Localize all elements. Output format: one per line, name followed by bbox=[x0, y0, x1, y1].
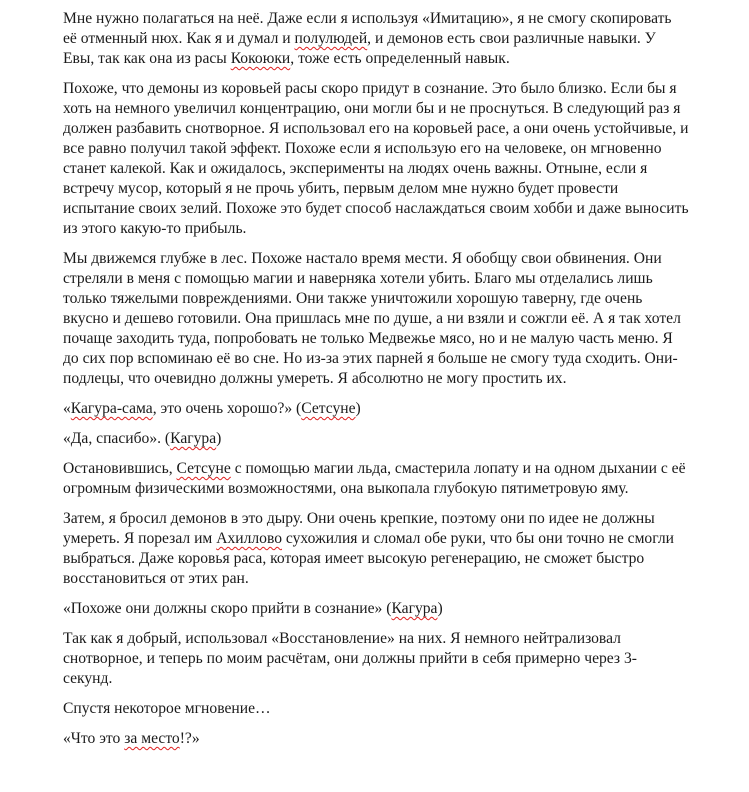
spellcheck-flagged-word: полулюдей bbox=[294, 30, 368, 47]
spellcheck-flagged-word: Сетсуне bbox=[176, 460, 231, 477]
text-run: «Что это bbox=[63, 730, 125, 747]
text-run: «Да, спасибо». ( bbox=[63, 430, 171, 447]
text-run: , и демонов есть свои различные навыки. У Евы, так как она из расы bbox=[63, 30, 656, 67]
text-run: «Похоже они должны скоро прийти в сознание» ( bbox=[63, 600, 392, 617]
text-run: ) bbox=[437, 600, 443, 617]
paragraph-p10 bbox=[63, 699, 731, 719]
paragraph-p11 bbox=[63, 729, 731, 749]
text-run: Мы движемся глубже в лес. Похоже настало время мести. Я обобщу свои обвинения. Они стреляли в меня с помощью магии и наверняка хотели убить. Благо мы отделались лишь только тяжелыми повреждениями. Они также уничтожили хорошую таверну, где очень вкусно и дешево готовили. Она пришлась мне по душе, а ни взяли и сожгли её. А я так хотел почаще заходить туда, попробовать не только Медвежье мясо, но и не малую часть меню. Я до сих пор вспоминаю её во сне. Но из-за этих парней я больше не смогу туда сходить. Они- подлецы, что очевидно должны умереть. Я абсолютно не могу простить их. bbox=[63, 250, 681, 387]
spellcheck-flagged-word: за место bbox=[124, 730, 180, 747]
text-run: « bbox=[63, 400, 71, 417]
text-run: Затем, я бросил демонов в это дыру. Они очень крепкие, поэтому они по идее не должны умереть. Я порезал им bbox=[63, 510, 655, 547]
text-run: сухожилия и сломал обе руки, что бы они точно не смогли выбраться. Даже коровья раса, которая имеет высокую регенерацию, не сможет быстро восстановиться от этих ран. bbox=[63, 530, 674, 587]
paragraph-p3 bbox=[63, 249, 731, 389]
spellcheck-flagged-word: Кагура-сама bbox=[70, 400, 153, 417]
text-run: Остановившись, bbox=[63, 460, 177, 477]
paragraph-p2 bbox=[63, 79, 731, 239]
spellcheck-flagged-word: Кагура bbox=[170, 430, 217, 447]
spellcheck-flagged-word: Сетсуне bbox=[301, 400, 356, 417]
text-run: с помощью магии льда, смастерила лопату и на одном дыхании с её огромным физическими возможностями, она выкопала глубокую пятиметровую яму. bbox=[63, 460, 686, 497]
text-run: Похоже, что демоны из коровьей расы скоро придут в сознание. Это было близко. Если бы я хоть на немного увеличил концентрацию, они могли бы и не проснуться. В следующий раз я должен разбавить снотворное. Я использовал его на коровьей расе, а они очень устойчивые, и все равно получил такой эффект. Похоже если я использую его на человеке, он мгновенно станет калекой. Как и ожидалось, эксперименты на людях очень важны. Отныне, если я встречу мусор, который я не прочь убить, первым делом мне нужно будет провести испытание своих зелий. Похоже это будет способ наслаждаться своим хобби и даже выносить из этого какую-то прибыль. bbox=[63, 80, 689, 237]
text-run: Так как я добрый, использовал «Восстановление» на них. Я немного нейтрализовал снотворное, и теперь по моим расчётам, они должны прийти в себя примерно через 3- секунд. bbox=[63, 630, 637, 687]
paragraph-p7 bbox=[63, 509, 731, 589]
text-run: , тоже есть определенный навык. bbox=[290, 50, 510, 67]
text-run: Мне нужно полагаться на неё. Даже если я используя «Имитацию», я не смогу скопировать её отменный нюх. Как я и думал и bbox=[63, 10, 672, 47]
paragraph-p9 bbox=[63, 629, 731, 689]
text-run: , это очень хорошо?» ( bbox=[152, 400, 302, 417]
spellcheck-flagged-word: Кагура bbox=[391, 600, 438, 617]
spellcheck-flagged-word: Ахиллово bbox=[216, 530, 283, 547]
text-run: !?» bbox=[179, 730, 200, 747]
paragraph-p8 bbox=[63, 599, 731, 619]
text-run: Спустя некоторое мгновение… bbox=[63, 700, 271, 717]
paragraph-p1 bbox=[63, 9, 731, 69]
paragraph-p6 bbox=[63, 459, 731, 499]
text-run: ) bbox=[355, 400, 361, 417]
text-run: ) bbox=[216, 430, 222, 447]
spellcheck-flagged-word: Кокоюки bbox=[230, 50, 291, 67]
paragraph-p4 bbox=[63, 399, 731, 419]
paragraph-p5 bbox=[63, 429, 731, 449]
